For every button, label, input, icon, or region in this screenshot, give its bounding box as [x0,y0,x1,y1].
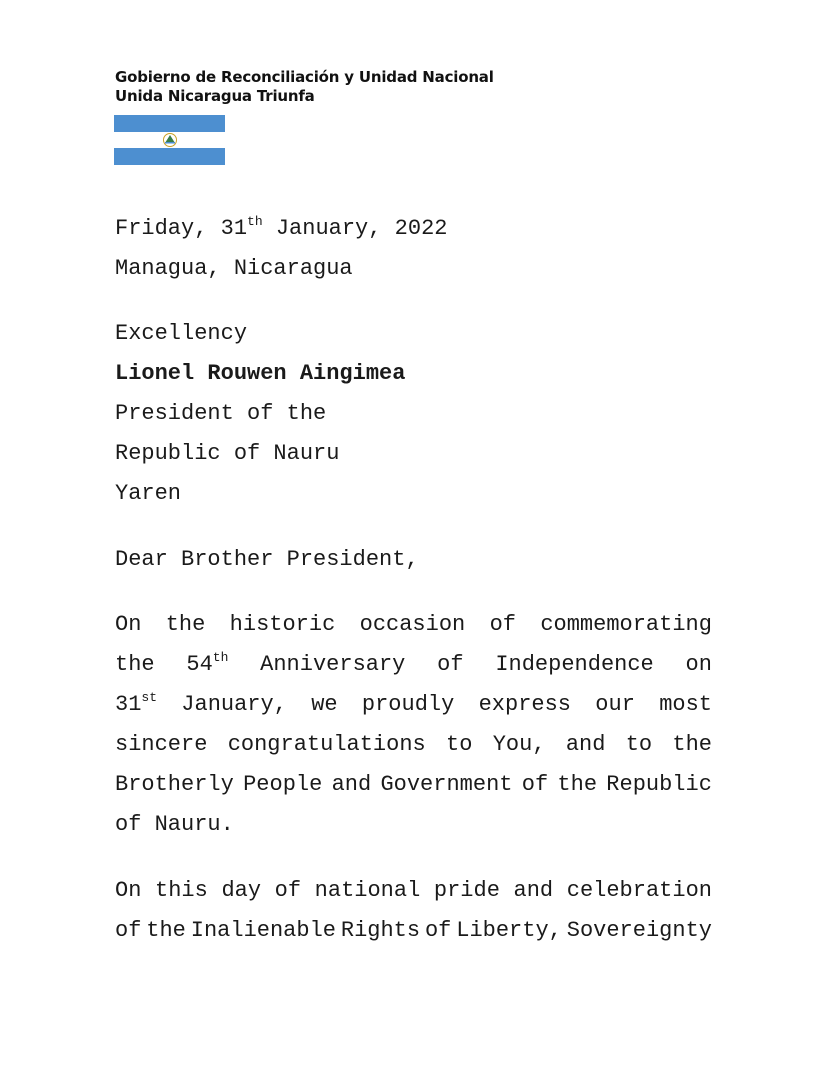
paragraph-line: of the Inalienable Rights of Liberty, Sovereignty [115,918,712,943]
recipient-title-line-1: President of the [115,401,327,426]
letterhead [115,68,494,106]
paragraph-2 [115,871,712,951]
paragraph-line: sincere congratulations to You, and to the [115,732,712,757]
paragraph-line: Brotherly People and Government of the Republic [115,772,712,797]
paragraph-1 [115,605,712,845]
letterhead-line-2: Unida Nicaragua Triunfa [115,87,315,105]
paragraph-line: the 54th Anniversary of Independence on [115,650,712,677]
paragraph-line: On this day of national pride and celebration [115,878,712,903]
nicaragua-flag-icon [114,115,225,165]
letter-date: Friday, 31th January, 2022 [115,214,448,241]
recipient-title-line-2: Republic of Nauru [115,441,340,466]
recipient-salutation-title: Excellency [115,321,248,346]
paragraph-line: On the historic occasion of commemorating [115,612,712,637]
paragraph-line: of Nauru. [115,812,234,837]
letter-place: Managua, Nicaragua [115,256,353,281]
paragraph-line: 31st January, we proudly express our most [115,690,712,717]
letterhead-line-1: Gobierno de Reconciliación y Unidad Nacional [115,68,494,86]
greeting: Dear Brother President, [115,547,419,572]
recipient-city: Yaren [115,481,182,506]
recipient-name: Lionel Rouwen Aingimea [115,361,406,386]
